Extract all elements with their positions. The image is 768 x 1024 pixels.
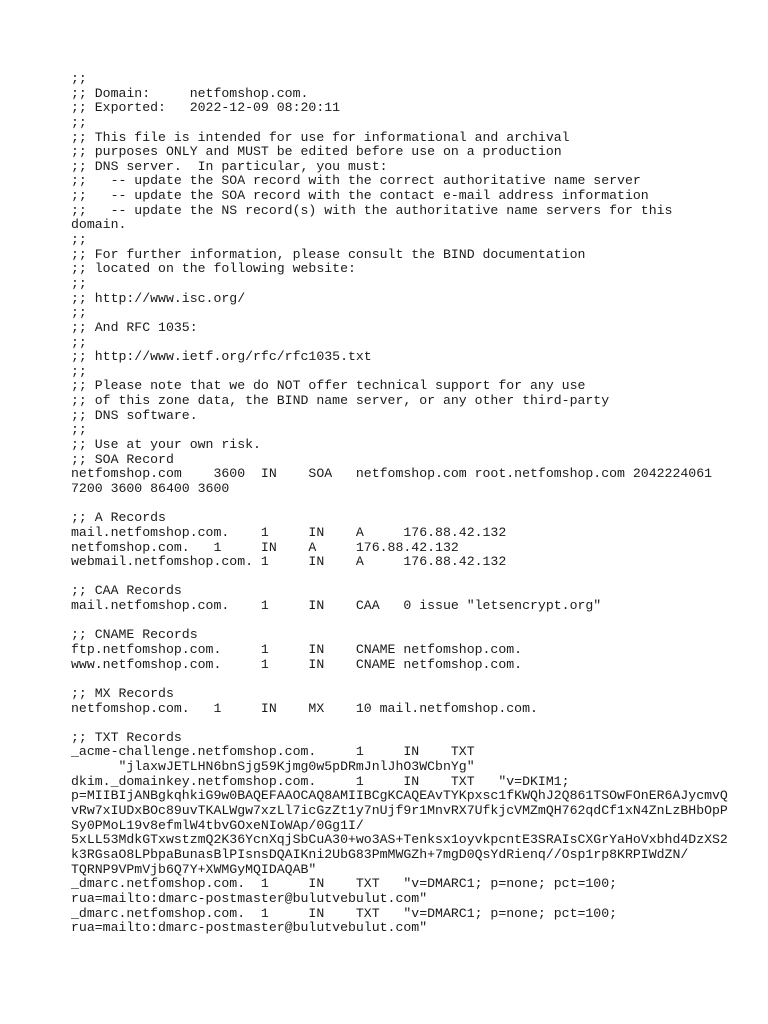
zone-file-line: ;; Please note that we do NOT offer technical support for any use <box>71 378 586 394</box>
zone-file-line: ftp.netfomshop.com. 1 IN CNAME netfomshop.com. <box>71 641 523 657</box>
zone-file-line: ;; CAA Records <box>71 583 182 599</box>
zone-file-line: ;; <box>71 305 87 321</box>
zone-file-line: ;; <box>71 422 87 438</box>
zone-file-line <box>71 614 711 629</box>
zone-file-line: ;; A Records <box>71 510 166 526</box>
zone-file-line: TQRNP9VPmVjb6Q7Y+XWMGyMQIDAQAB" <box>71 861 317 877</box>
zone-file-line: ;; -- update the NS record(s) with the authoritative name servers for this <box>71 202 673 218</box>
zone-file-line: 5xLL53MdkGTxwstzmQ2K36YcnXqjSbCuA30+wo3AS+Tenksx1oyvkpcntE3SRAIsCXGrYaHoVxbhd4DzXS2 <box>71 832 728 848</box>
zone-file-line: ;; purposes ONLY and MUST be edited before use on a production <box>71 144 562 160</box>
zone-file-line: www.netfomshop.com. 1 IN CNAME netfomshop.com. <box>71 656 523 672</box>
zone-file-line: ;; <box>71 114 87 130</box>
zone-file-line: 7200 3600 86400 3600 <box>71 480 230 496</box>
zone-file-line: ;; <box>71 334 87 350</box>
zone-file-line: netfomshop.com. 1 IN MX 10 mail.netfomshop.com. <box>71 700 538 716</box>
zone-file-line: mail.netfomshop.com. 1 IN A 176.88.42.132 <box>71 524 507 540</box>
zone-file-line: ;; -- update the SOA record with the contact e-mail address information <box>71 188 649 204</box>
zone-file-line: ;; This file is intended for use for informational and archival <box>71 129 570 145</box>
zone-file-line: ;; <box>71 275 87 291</box>
zone-file-line: domain. <box>71 217 127 233</box>
zone-file-line: _dmarc.netfomshop.com. 1 IN TXT "v=DMARC1; p=none; pct=100; <box>71 876 618 892</box>
zone-file-line: k3RGsaO8LPbpaBunasBlPIsnsDQAIKni2UbG83PmMWGZh+7mgD0QsYdRienq//Osp1rp8KRPIWdZN/ <box>71 846 689 862</box>
zone-file-document <box>71 71 728 936</box>
zone-file-line: ;; And RFC 1035: <box>71 319 198 335</box>
zone-file-line: ;; located on the following website: <box>71 261 356 277</box>
zone-file-line: Sy0PMoL19v8efmlW4tbvGOxeNIoWAp/0Gg1I/ <box>71 817 364 833</box>
zone-file-line: ;; DNS server. In particular, you must: <box>71 158 388 174</box>
zone-file-line: ;; CNAME Records <box>71 627 198 643</box>
zone-file-line: ;; TXT Records <box>71 729 182 745</box>
zone-file-line <box>71 497 711 512</box>
zone-file-line: "jlaxwJETLHN6bnSjg59Kjmg0w5pDRmJnlJhO3WCbnYg" <box>71 759 475 775</box>
zone-file-line: mail.netfomshop.com. 1 IN CAA 0 issue "letsencrypt.org" <box>71 598 602 614</box>
zone-file-line: rua=mailto:dmarc-postmaster@bulutvebulut.com" <box>71 890 428 906</box>
zone-file-line <box>71 716 711 731</box>
zone-file-line: ;; <box>71 363 87 379</box>
zone-file-line: ;; Domain: netfomshop.com. <box>71 85 309 101</box>
zone-file-line: dkim._domainkey.netfomshop.com. 1 IN TXT "v=DKIM1; <box>71 773 570 789</box>
zone-file-line: ;; -- update the SOA record with the correct authoritative name server <box>71 173 641 189</box>
zone-file-line: ;; <box>71 232 87 248</box>
zone-file-line: ;; MX Records <box>71 685 174 701</box>
zone-file-line: webmail.netfomshop.com. 1 IN A 176.88.42.132 <box>71 554 507 570</box>
zone-file-line: ;; http://www.isc.org/ <box>71 290 246 306</box>
zone-file-line: ;; SOA Record <box>71 451 174 467</box>
zone-file-line: ;; http://www.ietf.org/rfc/rfc1035.txt <box>71 349 372 365</box>
zone-file-line <box>71 672 711 687</box>
zone-file-line: ;; Use at your own risk. <box>71 437 261 453</box>
zone-file-line: _acme-challenge.netfomshop.com. 1 IN TXT <box>71 744 475 760</box>
zone-file-line: ;; DNS software. <box>71 407 198 423</box>
zone-file-line: ;; of this zone data, the BIND name server, or any other third-party <box>71 393 610 409</box>
zone-file-line: ;; For further information, please consult the BIND documentation <box>71 246 586 262</box>
zone-file-line: ;; <box>71 71 87 86</box>
zone-file-line: vRw7xIUDxBOc89uvTKALWgw7xzLl7icGzZt1y7nUjf9r1MnvRX7UfkjcVMZmQH762qdCf1xN4ZnLzBHbOpP <box>71 803 728 819</box>
zone-file-line <box>71 570 711 585</box>
zone-file-line: _dmarc.netfomshop.com. 1 IN TXT "v=DMARC1; p=none; pct=100; <box>71 905 618 921</box>
zone-file-line: p=MIIBIjANBgkqhkiG9w0BAQEFAAOCAQ8AMIIBCgKCAQEAvTYKpxsc1fKWQhJ2Q861TSOwFOnER6AJycmvQ <box>71 788 728 804</box>
zone-file-line: netfomshop.com 3600 IN SOA netfomshop.com root.netfomshop.com 2042224061 <box>71 466 713 482</box>
zone-file-line: ;; Exported: 2022-12-09 08:20:11 <box>71 100 341 116</box>
zone-file-line: netfomshop.com. 1 IN A 176.88.42.132 <box>71 539 459 555</box>
zone-file-line: rua=mailto:dmarc-postmaster@bulutvebulut.com" <box>71 920 428 936</box>
